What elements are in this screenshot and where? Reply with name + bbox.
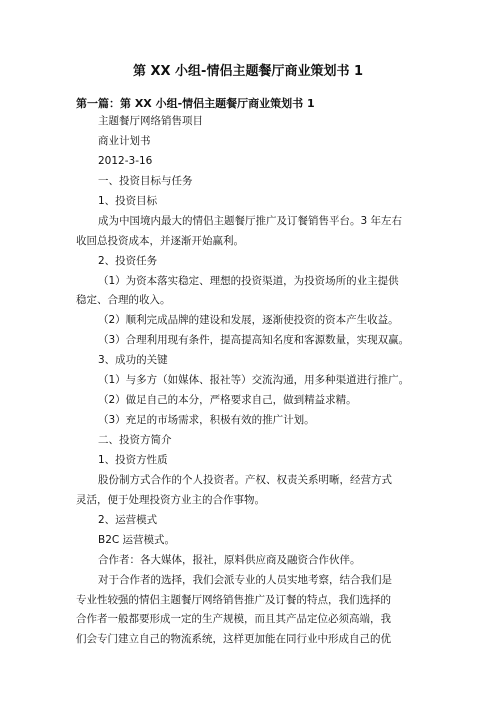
body-text-line: 1、投资目标 bbox=[98, 194, 158, 207]
body-text-line: 1、投资方性质 bbox=[98, 453, 168, 466]
body-text-line: 2012-3-16 bbox=[98, 154, 153, 167]
body-text-line: （3）合理利用现有条件，提高提高知名度和客源数量，实现双赢。 bbox=[98, 334, 410, 347]
body-text-line: 主题餐厅网络销售项目 bbox=[98, 115, 203, 127]
body-text-line: 收回总投资成本，并逐渐开始赢利。 bbox=[76, 234, 244, 247]
body-text-line: 2、投资任务 bbox=[98, 254, 158, 267]
body-text-line: （2）做足自己的本分，严格要求自己，做到精益求精。 bbox=[98, 394, 357, 407]
body-text-line: 二、投资方简介 bbox=[98, 434, 172, 446]
section-heading: 第一篇：第 XX 小组-情侣主题餐厅商业策划书 1 bbox=[76, 97, 315, 110]
body-text-line: （3）充足的市场需求，积极有效的推广计划。 bbox=[98, 414, 315, 427]
body-text-line: 一、投资目标与任务 bbox=[98, 174, 193, 187]
document-title: 第 XX 小组-情侣主题餐厅商业策划书 1 bbox=[132, 64, 364, 79]
body-text-line: 稳定、合理的收入。 bbox=[76, 294, 171, 307]
body-text-line: （1）与多方（如媒体、报社等）交流沟通，用多种渠道进行推广。 bbox=[98, 374, 410, 387]
body-text-line: （1）为资本落实稳定、理想的投资渠道，为投资场所的业主提供 bbox=[98, 274, 399, 287]
body-text-line: 成为中国境内最大的情侣主题餐厅推广及订餐销售平台。3 年左右 bbox=[98, 214, 403, 227]
body-text-line: 合作者一般都要形成一定的生产规模，而且其产品定位必须高端，我 bbox=[76, 613, 391, 626]
body-text-line: 商业计划书 bbox=[98, 134, 151, 147]
body-text-line: 股份制方式合作的个人投资者。产权、权责关系明晰，经营方式 bbox=[98, 473, 392, 486]
body-text-line: 3、成功的关键 bbox=[98, 354, 168, 367]
body-text-line: B2C 运营模式。 bbox=[98, 533, 176, 546]
body-text-line: 灵活，便于处理投资方业主的合作事物。 bbox=[76, 493, 265, 506]
body-text-line: 们会专门建立自己的物流系统，这样更加能在同行业中形成自己的优 bbox=[76, 633, 391, 646]
body-text-line: （2）顺利完成品牌的建设和发展，逐渐使投资的资本产生收益。 bbox=[98, 314, 399, 327]
body-text-line: 对于合作者的选择，我们会派专业的人员实地考察，结合我们是 bbox=[98, 573, 392, 586]
body-text-line: 专业性较强的情侣主题餐厅网络销售推广及订餐的特点，我们选择的 bbox=[76, 593, 391, 606]
document-body bbox=[76, 112, 436, 650]
body-text-line: 2、运营模式 bbox=[98, 513, 158, 526]
body-text-line: 合作者：各大媒体，报社，原料供应商及融资合作伙伴。 bbox=[98, 553, 361, 566]
